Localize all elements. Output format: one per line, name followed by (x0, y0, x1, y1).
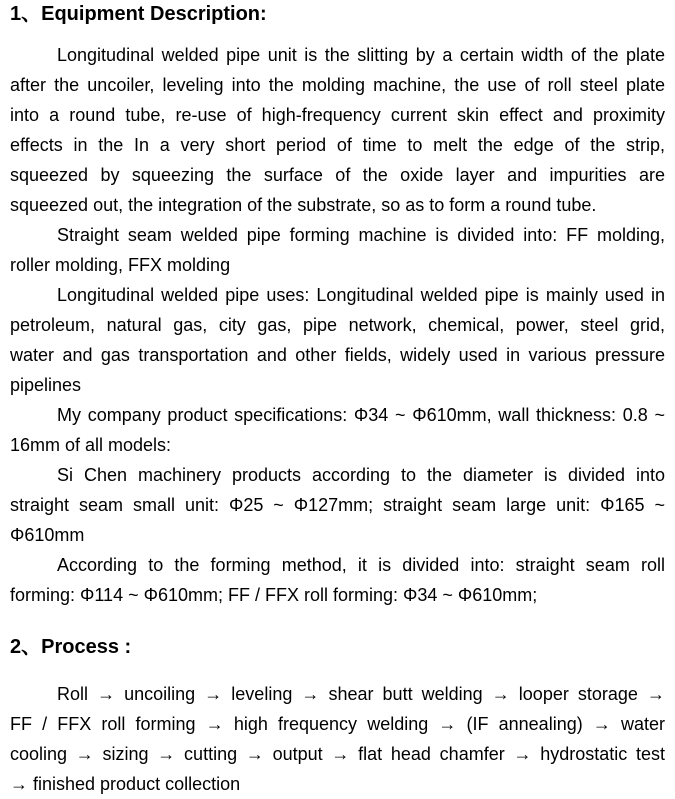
text-line: Φ610mm (10, 525, 85, 545)
equipment-paragraph-4 (10, 400, 665, 460)
text-line: Longitudinal welded pipe unit is the slitting by a certain width of the plate (57, 45, 665, 65)
equipment-paragraph-1 (10, 40, 665, 220)
text-line: forming: Φ114 ~ Φ610mm; FF / FFX roll forming: Φ34 ~ Φ610mm; (10, 585, 538, 605)
text-line: 16mm of all models: (10, 435, 172, 455)
text-line: petroleum, natural gas, city gas, pipe network, chemical, power, steel grid, (10, 315, 665, 335)
text-line: pipelines (10, 375, 82, 395)
text-line: Roll → uncoiling → leveling → shear butt welding → looper storage → (57, 684, 665, 704)
process-paragraph (10, 679, 665, 799)
text-line: According to the forming method, it is divided into: straight seam roll (57, 555, 665, 575)
section-1-heading: 1、Equipment Description: (10, 3, 267, 25)
text-line: after the uncoiler, leveling into the molding machine, the use of roll steel plate (10, 75, 665, 95)
text-line: squeezed out, the integration of the substrate, so as to form a round tube. (10, 195, 597, 215)
text-line: Longitudinal welded pipe uses: Longitudinal welded pipe is mainly used in (57, 285, 665, 305)
text-line: Si Chen machinery products according to the diameter is divided into (57, 465, 665, 485)
text-line: straight seam small unit: Φ25 ~ Φ127mm; straight seam large unit: Φ165 ~ (10, 495, 665, 515)
equipment-paragraph-2 (10, 220, 665, 280)
text-line: FF / FFX roll forming → high frequency welding → (IF annealing) → water (10, 714, 665, 734)
text-line: roller molding, FFX molding (10, 255, 231, 275)
text-line: effects in the In a very short period of time to melt the edge of the strip, (10, 135, 665, 155)
text-line: cooling → sizing → cutting → output → flat head chamfer → hydrostatic test (10, 744, 665, 764)
text-line: My company product specifications: Φ34 ~ Φ610mm, wall thickness: 0.8 ~ (57, 405, 665, 425)
equipment-paragraph-5 (10, 460, 665, 550)
text-line: → finished product collection (10, 774, 241, 794)
text-line: Straight seam welded pipe forming machine is divided into: FF molding, (57, 225, 665, 245)
text-line: squeezed by squeezing the surface of the oxide layer and impurities are (10, 165, 665, 185)
text-line: into a round tube, re-use of high-frequency current skin effect and proximity (10, 105, 665, 125)
text-line: water and gas transportation and other fields, widely used in various pressure (10, 345, 665, 365)
equipment-paragraph-3 (10, 280, 665, 400)
equipment-paragraph-6 (10, 550, 665, 610)
section-2-heading: 2、Process : (10, 636, 132, 658)
